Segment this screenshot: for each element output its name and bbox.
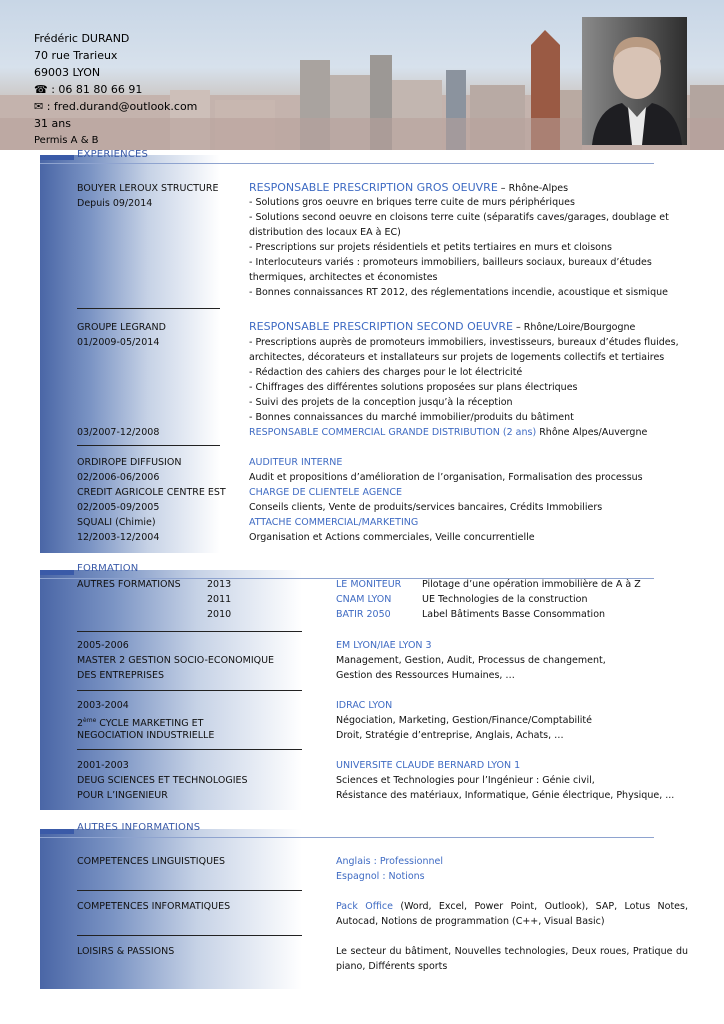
job4-desc: Conseils clients, Vente de produits/services bancaires, Crédits Immobiliers [249,502,603,513]
autres-divider-2 [77,935,302,936]
f3-school: UNIVERSITE CLAUDE BERNARD LYON 1 [336,760,521,771]
f2-desc-cont: Droit, Stratégie d’entreprise, Anglais, Achats, … [336,730,564,741]
other-formation-desc: Label Bâtiments Basse Consommation [422,609,606,620]
job2b-heading [249,425,647,440]
job4-position: CHARGE DE CLIENTELE AGENCE [249,487,402,498]
autres-header-mark [40,829,74,834]
job1-location: – Rhône-Alpes [497,183,569,194]
email-address: : fred.durand@outlook.com [46,100,198,113]
it-desc-text: (Word, Excel, Power Point, Outlook), SAP, Lotus Notes, Autocad, Notions de programmation (C++, Visual Basic) [336,901,688,927]
job3-date: 02/2006-06/2006 [77,472,160,483]
lang-english: Anglais : Professionnel [336,856,443,867]
autres-title: AUTRES INFORMATIONS [77,822,201,833]
job3-position: AUDITEUR INTERNE [249,457,343,468]
f2-degree-sup: ème [83,717,97,724]
it-label: COMPETENCES INFORMATIQUES [77,901,231,912]
job1-bullet: - Solutions second oeuvre en cloisons terre cuite (séparatifs caves/garages, doublage et [249,212,669,223]
job2-heading [249,319,635,335]
other-formation-school: BATIR 2050 [336,609,391,620]
experiences-header-mark [40,155,74,160]
f1-degree: MASTER 2 GESTION SOCIO-ECONOMIQUE [77,655,275,666]
f3-desc-cont: Résistance des matériaux, Informatique, Génie électrique, Physique, ... [336,790,675,801]
f3-degree-cont: POUR L’INGENIEUR [77,790,168,801]
other-formation-desc: Pilotage d’une opération immobilière de A à Z [422,579,641,590]
job1-divider [77,308,220,309]
job5-position: ATTACHE COMMERCIAL/MARKETING [249,517,419,528]
driving-license: Permis A & B [34,135,99,146]
person-avatar-icon [582,17,687,145]
f1-years: 2005-2006 [77,640,129,651]
job1-bullet: - Interlocuteurs variés : promoteurs immobiliers, bailleurs sociaux, bureaux d’études [249,257,652,268]
f2-years: 2003-2004 [77,700,129,711]
job3-desc: Audit et propositions d’amélioration de l’organisation, Formalisation des processus [249,472,643,483]
f2-school: IDRAC LYON [336,700,393,711]
job3-company: ORDIROPE DIFFUSION [77,457,182,468]
other-formation-school: CNAM LYON [336,594,392,605]
address-city: 69003 LYON [34,66,101,79]
contact-block [34,30,197,149]
other-formation-year: 2010 [207,609,232,620]
other-formation-desc: UE Technologies de la construction [422,594,588,605]
job1-bullet: - Prescriptions sur projets résidentiels et petits tertiaires en murs et cloisons [249,242,612,253]
f1-school: EM LYON/IAE LYON 3 [336,640,432,651]
formation-title: FORMATION [77,563,139,574]
job2-location: – Rhône/Loire/Bourgogne [512,322,636,333]
job4-date: 02/2005-09/2005 [77,502,160,513]
profile-photo [582,17,687,145]
email-line [34,98,197,115]
lang-spanish: Espagnol : Notions [336,871,425,882]
job2-bullet: architectes, décorateurs et installateurs sur projets de logements collectifs et tertiaires [249,352,665,363]
formation-header-mark [40,570,74,575]
email-icon: ✉ [34,100,44,113]
job2-bullet: - Chiffrages des différentes solutions proposées sur plans électriques [249,382,578,393]
job1-position: RESPONSABLE PRESCRIPTION GROS OEUVRE [249,181,498,194]
job4-company: CREDIT AGRICOLE CENTRE EST [77,487,226,498]
job2-bullets [249,335,679,425]
job2b-position: RESPONSABLE COMMERCIAL GRANDE DISTRIBUTION (2 ans) [249,427,537,438]
other-formation-year: 2013 [207,579,232,590]
phone-number: : 06 81 80 66 91 [51,83,143,96]
hobby-label: LOISIRS & PASSIONS [77,946,175,957]
other-formations-label: AUTRES FORMATIONS [77,579,181,590]
job1-company: BOUYER LEROUX STRUCTURE [77,183,219,194]
job5-company: SQUALI (Chimie) [77,517,156,528]
autres-header-line [40,837,654,838]
f3-degree: DEUG SCIENCES ET TECHNOLOGIES [77,775,248,786]
job2-bullet: - Bonnes connaissances du marché immobilier/produits du bâtiment [249,412,574,423]
job1-bullet: - Bonnes connaissances RT 2012, des réglementations incendie, acoustique et sismique [249,287,668,298]
hobby-desc: Le secteur du bâtiment, Nouvelles technologies, Deux roues, Pratique du piano, Différents sports [336,946,688,972]
phone-line [34,81,197,98]
job1-date: Depuis 09/2014 [77,198,153,209]
job2-date: 01/2009-05/2014 [77,337,160,348]
job1-heading [249,180,568,196]
experiences-title: EXPERIENCES [77,149,149,160]
job1-bullet: - Solutions gros oeuvre en briques terre cuite de murs périphériques [249,197,575,208]
lang-label: COMPETENCES LINGUISTIQUES [77,856,226,867]
autres-divider-1 [77,890,302,891]
job2-position: RESPONSABLE PRESCRIPTION SECOND OEUVRE [249,320,513,333]
it-highlight: Pack Office [336,901,393,912]
job2b-location: Rhône Alpes/Auvergne [536,427,648,438]
job5-desc: Organisation et Actions commerciales, Veille concurrentielle [249,532,535,543]
f2-degree-cont: NEGOCIATION INDUSTRIELLE [77,730,215,741]
formation-divider-2 [77,690,302,691]
job2b-date: 03/2007-12/2008 [77,427,160,438]
job2-bullet: - Prescriptions auprès de promoteurs immobiliers, investisseurs, bureaux d’études fluides, [249,337,679,348]
formation-divider-3 [77,749,302,750]
job2-bullet: - Rédaction des cahiers des charges pour le lot électricité [249,367,523,378]
formation-divider-1 [77,631,302,632]
phone-icon: ☎ [34,83,48,96]
address-street: 70 rue Trarieux [34,49,118,62]
job2-company: GROUPE LEGRAND [77,322,166,333]
f2-degree-num: 2 [77,718,84,730]
candidate-name: Frédéric DURAND [34,32,130,45]
job2-bullet: - Suivi des projets de la conception jusqu’à la réception [249,397,513,408]
experiences-header-line [40,163,654,164]
f3-desc: Sciences et Technologies pour l’Ingénieur : Génie civil, [336,775,595,786]
f1-degree-cont: DES ENTREPRISES [77,670,165,681]
job2-divider [77,445,220,446]
f2-desc: Négociation, Marketing, Gestion/Finance/Comptabilité [336,715,592,726]
other-formation-school: LE MONITEUR [336,579,402,590]
f1-desc: Management, Gestion, Audit, Processus de changement, [336,655,606,666]
f1-desc-cont: Gestion des Ressources Humaines, … [336,670,515,681]
other-formation-year: 2011 [207,594,232,605]
job5-date: 12/2003-12/2004 [77,532,160,543]
job1-bullet: thermiques, architectes et économistes [249,272,438,283]
f3-years: 2001-2003 [77,760,129,771]
it-desc [336,899,688,929]
age: 31 ans [34,117,71,130]
f2-degree-text: CYCLE MARKETING ET [96,718,204,730]
job1-bullet: distribution des locaux EA à EC) [249,227,401,238]
job1-bullets [249,195,669,300]
